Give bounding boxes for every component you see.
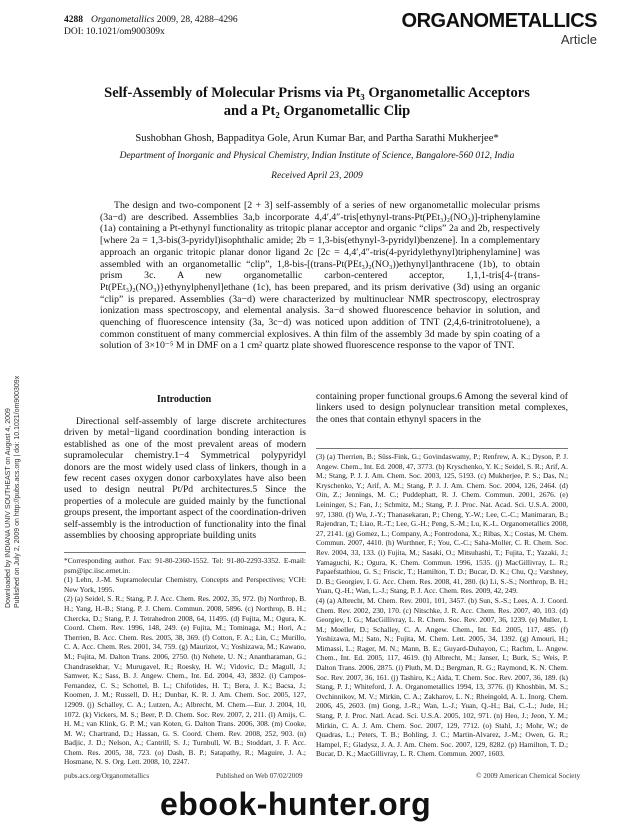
download-stamp-line-2: Published on July 2, 2009 on http://pubs.acs.org | doi: 10.1021/om900309x xyxy=(14,375,21,608)
running-header xyxy=(64,14,238,38)
page-number: 4288 xyxy=(64,15,83,25)
title-line-2: and a Pt₂ Organometallic Clip xyxy=(223,103,411,119)
footnotes-right-column: (3) (a) Therrien, B.; Süss-Fink, G.; Govindaswamy, P.; Renfrew, A. K.; Dyson, P. J. Angew. Chem., Int. Ed. 2008, 47, 3773. (b) Kryschenko, Y. K.; Seidel, S. R.; Arif, A. M.; Stang, P. J. J. Am. Chem. Soc. 2003, 125, 5193. (c) Mukherjee, P. S.; Das, N.; Kryschenko, Y.; Arif, A. M.; Stang, P. J. J. Am. Chem. Soc. 2004, 126, 2464. (d) Oin, Z.; Jennings, M. C.; Puddephatt, R. J. Chem. Commun. 2001, 2676. (e) Leininger, S.; Fan, J.; Schmitz, M.; Stang, P. J. Proc. Nat. Acad. Sci. U.S.A. 2000, 97, 1380. (f) Wu, J.-Y.; Thanasekaran, P.; Cheng, Y.-W.; Lee, C.-C.; Manimaran, B.; Rajendran, T.; Liao, R.-T.; Lee, G.-H.; Peng, S.-M.; Lu, K.-L. Organometallics 2008, 27, 2141. (g) Gomez, L.; Company, A.; Fontrodona, X.; Ribas, X.; Costas, M. Chem. Commun. 2007, 4410. (h) Wurthner, F.; You, C.-C.; Saha-Moller, C. R. Chem. Soc. Rev. 2004, 33, 133. (i) Fujita, M.; Sasaki, O.; Mitsuhashi, T.; Fujita, T.; Yazaki, J.; Yamaguchi, K.; Ogura, K. Chem. Commun. 1996, 1535. (j) MacGillivray, L. R.; Papaefstathiou, G. S.; Friscic, T.; Hamilton, T. D.; Bucar, D. K.; Chu, Q.; Varshney, D. B.; Georgiev, I. G. Acc. Chem. Res. 2008, 41, 280. (k) Li, S.-S.; Northrop, B. H.; Yuan, Q.-H.; Wan, L.-J.; Stang, P. J. Acc. Chem. Res. 2009, 42, 249. (4) (a) Albrecht, M. Chem. Rev. 2001, 101, 3457. (b) Sun, S.-S.; Lees, A. J. Coord. Chem. Rev. 2002, 230, 170. (c) Nitschke, J. R. Acc. Chem. Res. 2007, 40, 103. (d) Georgiev, I. G.; MacGillivray, L. R. Chem. Soc. Rev. 2007, 36, 1239. (e) Muller, I. M.; Moeller, D.; Schalley, C. A. Angew. Chem., Int. Ed. 2005, 117, 485. (f) Yoshizawa, M.; Sato, N.; Fujita, M. Chem. Lett. 2005, 34, 1392. (g) Amouri, H.; Mimassi, L.; Rager, M. N.; Mann, B. E.; Guyard-Duhayon, C.; Rachm, L. Angew. Chem., Int. Ed. 2005, 117, 4619. (h) Albrecht, M.; Janser, I.; Burk, S.; Weis, P. Dalton Trans. 2006, 2875. (i) Pluth, M. D.; Bergman, R. G.; Raymond, K. N. Chem. Soc. Rev. 2007, 36, 161. (j) Tashiro, K.; Aida, T. Chem. Soc. Rev. 2007, 36, 189. (k) Stang, P. J.; Whiteford, J. A. Organometallics 1994, 13, 3776. (l) Khoshbin, M. S.; Ovchinnikov, M. V.; Mirkin, C. A.; Zakharov, L. N.; Rheingold, A. L. Inorg. Chem. 2006, 45, 2603. (m) Gong, J.-R.; Wan, L.-J.; Yuan, Q.-H.; Bai, C.-L.; Jude, H.; Stang, P. J. Proc. Natl. Acad. Sci. U.S.A. 2005, 102, 971. (n) Heo, J.; Jeon, Y. M.; Mirkin, C. A. J. Am. Chem. Soc. 2007, 129, 7712. (o) Stahl, J.; Mohr, W.; de Quadras, L.; Peters, T. B.; Bohling, J. C.; Martin-Alvarez, J.-M.; Owen, G. R.; Hampel, F.; Gladysz, J. A. J. Am. Chem. Soc. 2007, 129, 8282. (p) Hamilton, T. D.; Bucar, D. K.; MacGillivray, L. R. Chem. Commun. 2007, 1603. xyxy=(316,452,568,759)
footer-published: Published on Web 07/02/2009 xyxy=(216,772,303,780)
article-title xyxy=(72,84,562,120)
footnote-divider-left xyxy=(64,552,306,553)
intro-continuation: containing proper functional groups.6 Among the several kind of linkers used to design polynuclear transition metal complexes, the ones that contain ethynyl spacers in the xyxy=(316,391,568,425)
journal-name: Organometallics xyxy=(91,15,155,25)
footer-url[interactable]: pubs.acs.org/Organometallics xyxy=(64,772,150,780)
article-type-label: Article xyxy=(560,32,597,47)
logo-wordmark: ORGANOMETALLICS xyxy=(401,10,597,32)
intro-paragraph: Directional self-assembly of large discrete architectures driven by metal−ligand coordination bonding interaction is established as one of the most prevalent areas of modern supramolecular chemistry.1−4 Symmetrical polypyridyl donors are the most widely used class of linkers, though in a few recent cases oxygen donor carboxylates have also been used to design neutral Pt/Pd architectures.5 Since the properties of a molecule are guided mainly by the functional groups present, the important aspect of the coordination-driven self-assembly is the introduction of functionality into the final assemblies by choosing appropriate building units xyxy=(64,416,306,542)
section-heading-introduction: Introduction xyxy=(156,394,212,405)
journal-logo xyxy=(402,10,597,47)
affiliation: Department of Inorganic and Physical Chemistry, Indian Institute of Science, Bangalore-560 012, India xyxy=(119,151,515,161)
title-line-1: Self-Assembly of Molecular Prisms via Pt₃ Organometallic Acceptors xyxy=(104,85,530,101)
abstract: The design and two-component [2 + 3] self-assembly of a series of new organometallic molecular prisms (3a−d) are described. Assemblies 3a,b incorporate 4,4′,4″-tris[ethynyl-trans-Pt(PEt₃)₂(NO₃)]-triphenylamine (1a) containing a Pt-ethynyl functionality as tritopic planar acceptor and organic “clips” 2a and 2b, respectively [where 2a = 1,3-bis(3-pyridyl)isophthalic amide; 2b = 1,3-bis(ethynyl-3-pyridyl)benzene]. In a complementary approach an organic tritopic planar donor ligand 2c [2c = 4,4′,4″-tris(4-pyridylethynyl)triphenylamine] was assembled with an organometallic “clip”, 1,8-bis-[(trans-Pt(PEt₃)₂(NO₃))ethynyl]anthracene (1b), to obtain prism 3c. A new organometallic carbon-centered acceptor, 1,1,1-tris[4-{trans-Pt(PEt₃)₂(NO₃)}ethynylphenyl]ethane (1c), has been prepared, and its prism derivative (3d) using an organic “clip” is prepared. Assemblies (3a−d) were characterized by multinuclear NMR spectroscopy, electrospray ionization mass spectroscopy, and elemental analysis. 3a−d showed fluorescence behavior in solution, and quenching of fluorescence intensity (3a, 3c−d) was noticed upon addition of TNT (2,4,6-trinitrotoluene), a common constituent of many commercial explosives. A thin film of the assembly 3d made by spin coating of a solution of 3×10⁻⁵ M in DMF on a 1 cm² quartz plate showed fluorescence response to the vapor of TNT. xyxy=(100,200,540,352)
footnote-divider-right xyxy=(316,448,568,449)
footnotes-left-column: *Corresponding author. Fax: 91-80-2360-1552. Tel: 91-80-2293-3352. E-mail: psm@ipc.iisc.ernet.in. (1) Lehn, J.-M. Supramolecular Chemistry, Concepts and Perspectives; VCH: New York, 1995. (2) (a) Seidel, S. R.; Stang, P. J. Acc. Chem. Res. 2002, 35, 972. (b) Northrop, B. H.; Yang, H.-B.; Stang, P. J. Chem. Commun. 2008, 5896. (c) Northrop, B. H.; Chercka, D.; Stang, P. J. Tetrahedron 2008, 64, 11495. (d) Fujita, M.; Ogura, K. Coord. Chem. Rev. 1996, 148, 249. (e) Fujita, M.; Tominaga, M.; Hori, A.; Therrien, B. Acc. Chem. Res. 2005, 38, 369. (f) Cotton, F. A.; Lin, C.; Murillo, C. A. Acc. Chem. Res. 2001, 34, 759. (g) Maurizot, V.; Yoshizawa, M.; Kawano, M.; Fujita, M. Dalton Trans. 2006, 2750. (h) Nehete, U. N.; Anantharaman, G.; Chandrasekhar, V.; Murugavel, R.; Roesky, H. W.; Vidovic, D.; Magull, J.; Samwer, K.; Sass, B. J. Angew. Chem., Int. Ed. 2004, 43, 3832. (i) Campos-Fernandez, C. S.; Schottel, B. L.; Chifotides, H. T.; Bera, J. K.; Bacsa, J.; Koomen, J. M.; Russell, D. H.; Dunbar, K. R. J. Am. Chem. Soc. 2005, 127, 12909. (j) Schalley, C. A.; Lutzen, A.; Albrecht, M. Chem.—Eur. J. 2004, 10, 1072. (k) Vickers, M. S.; Beer, P. D. Chem. Soc. Rev. 2007, 2, 211. (l) Amijs, C. H. M.; van Klink, G. P. M.; van Koten, G. Dalton Trans. 2006, 308. (m) Cooke, M. W.; Chartrand, D.; Hassan, G. S. Coord. Chem. Rev. 2008, 252, 903. (n) Badjic, J. D.; Nelson, A.; Cantrill, S. J.; Turnbull, W. B.; Stoddart, J. F. Acc. Chem. Res. 2005, 38, 723. (o) Dash, B. P.; Satapathy, R.; Maguire, J. A.; Hosmane, N. S. Org. Lett. 2008, 10, 2247. xyxy=(64,556,306,766)
citation: 2009, 28, 4288–4296 xyxy=(156,15,238,25)
doi: DOI: 10.1021/om900309x xyxy=(64,27,165,37)
footer-copyright: © 2009 American Chemical Society xyxy=(476,772,581,780)
author-list: Sushobhan Ghosh, Bappaditya Gole, Arun Kumar Bar, and Partha Sarathi Mukherjee* xyxy=(135,133,499,144)
download-stamp xyxy=(4,376,22,608)
watermark: ebook-hunter.org xyxy=(160,786,432,822)
download-stamp-line-1: Downloaded by INDIANA UNIV SOUTHEAST on August 4, 2009 xyxy=(5,408,12,608)
received-date: Received April 23, 2009 xyxy=(271,171,363,181)
